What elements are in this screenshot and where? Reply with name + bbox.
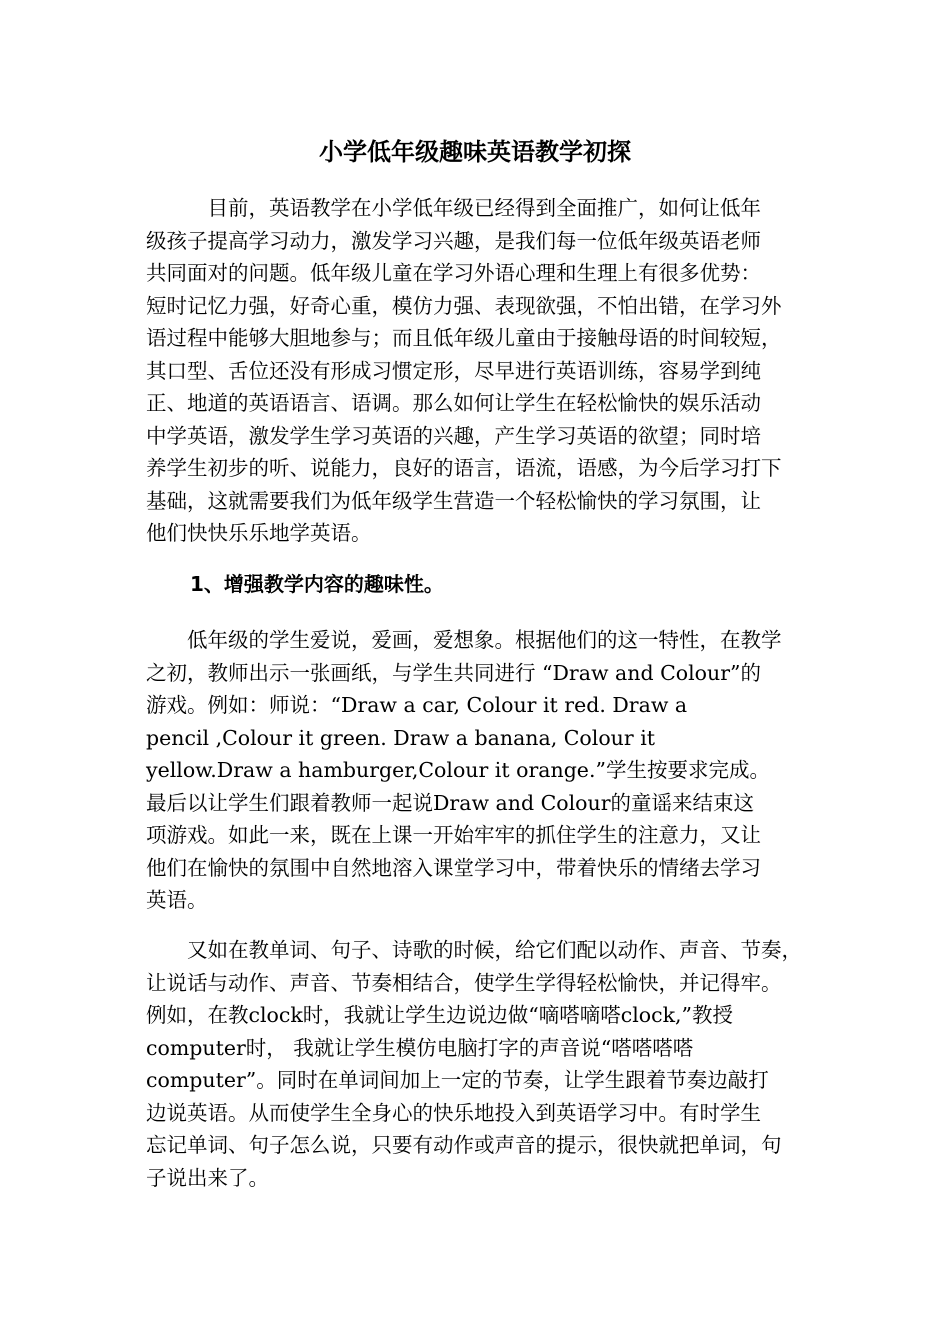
text-line: pencil ,Colour it green. Draw a banana, Colour it (146, 725, 655, 750)
text-line: 正、地道的英语语言、语调。那么如何让学生在轻松愉快的娱乐活动 (146, 391, 761, 415)
text-line: computer时， 我就让学生模仿电脑打字的声音说“嗒嗒嗒嗒 (146, 1035, 694, 1060)
text-line: 最后以让学生们跟着教师一起说Draw and Colour的童谣来结束这 (146, 790, 755, 815)
text-line: 项游戏。如此一来，既在上课一开始牢牢的抓住学生的注意力，又让 (146, 823, 761, 847)
document-title: 小学低年级趣味英语教学初探 (319, 138, 631, 166)
text-line: computer”。同时在单词间加上一定的节奏，让学生跟着节奏边敲打 (146, 1068, 769, 1092)
text-line: 例如，在教clock时，我就让学生边说边做“嘀嗒嘀嗒clock,”教授 (146, 1003, 734, 1027)
text-line: 让说话与动作、声音、节奏相结合，使学生学得轻松愉快，并记得牢。 (146, 970, 782, 995)
text-line: 边说英语。从而使学生全身心的快乐地投入到英语学习中。有时学生 (146, 1100, 761, 1125)
text-line: 低年级的学生爱说，爱画，爱想象。根据他们的这一特性，在教学 (146, 628, 782, 652)
section-heading: 1、增强教学内容的趣味性。 (190, 572, 444, 596)
text-line: 短时记忆力强，好奇心重，模仿力强、表现欲强，不怕出错，在学习外 (146, 293, 782, 318)
text-line: 他们快快乐乐地学英语。 (146, 521, 372, 545)
text-line: 子说出来了。 (146, 1165, 269, 1190)
text-line: yellow.Draw a hamburger,Colour it orange.”学生按要求完成。 (146, 758, 770, 782)
text-line: 级孩子提高学习动力，激发学习兴趣，是我们每一位低年级英语老师 (146, 228, 761, 253)
text-line: 之初，教师出示一张画纸，与学生共同进行 “Draw and Colour”的 (146, 660, 761, 685)
intro-paragraph (146, 192, 814, 550)
text-line: 目前，英语教学在小学低年级已经得到全面推广，如何让低年 (146, 196, 761, 220)
text-line: 中学英语，激发学生学习英语的兴趣，产生学习英语的欲望；同时培 (146, 423, 761, 448)
text-line: 基础，这就需要我们为低年级学生营造一个轻松愉快的学习氛围，让 (146, 488, 761, 513)
text-line: 他们在愉快的氛围中自然地溶入课堂学习中，带着快乐的情绪去学习 (146, 855, 761, 880)
body-paragraph (146, 624, 814, 917)
text-line: 语过程中能够大胆地参与；而且低年级儿童由于接触母语的时间较短， (146, 326, 782, 350)
text-line: 其口型、舌位还没有形成习惯定形，尽早进行英语训练，容易学到纯 (146, 358, 761, 383)
text-line: 忘记单词、句子怎么说，只要有动作或声音的提示，很快就把单词，句 (146, 1133, 782, 1157)
body-paragraph (146, 934, 814, 1194)
text-line: 游戏。例如：师说：“Draw a car, Colour it red. Draw a (146, 693, 688, 717)
text-line: 英语。 (146, 888, 208, 912)
text-line: 养学生初步的听、说能力，良好的语言，语流，语感，为今后学习打下 (146, 456, 782, 480)
text-line: 又如在教单词、句子、诗歌的时候，给它们配以动作、声音、节奏， (146, 938, 802, 962)
text-line: 共同面对的问题。低年级儿童在学习外语心理和生理上有很多优势： (146, 261, 761, 285)
